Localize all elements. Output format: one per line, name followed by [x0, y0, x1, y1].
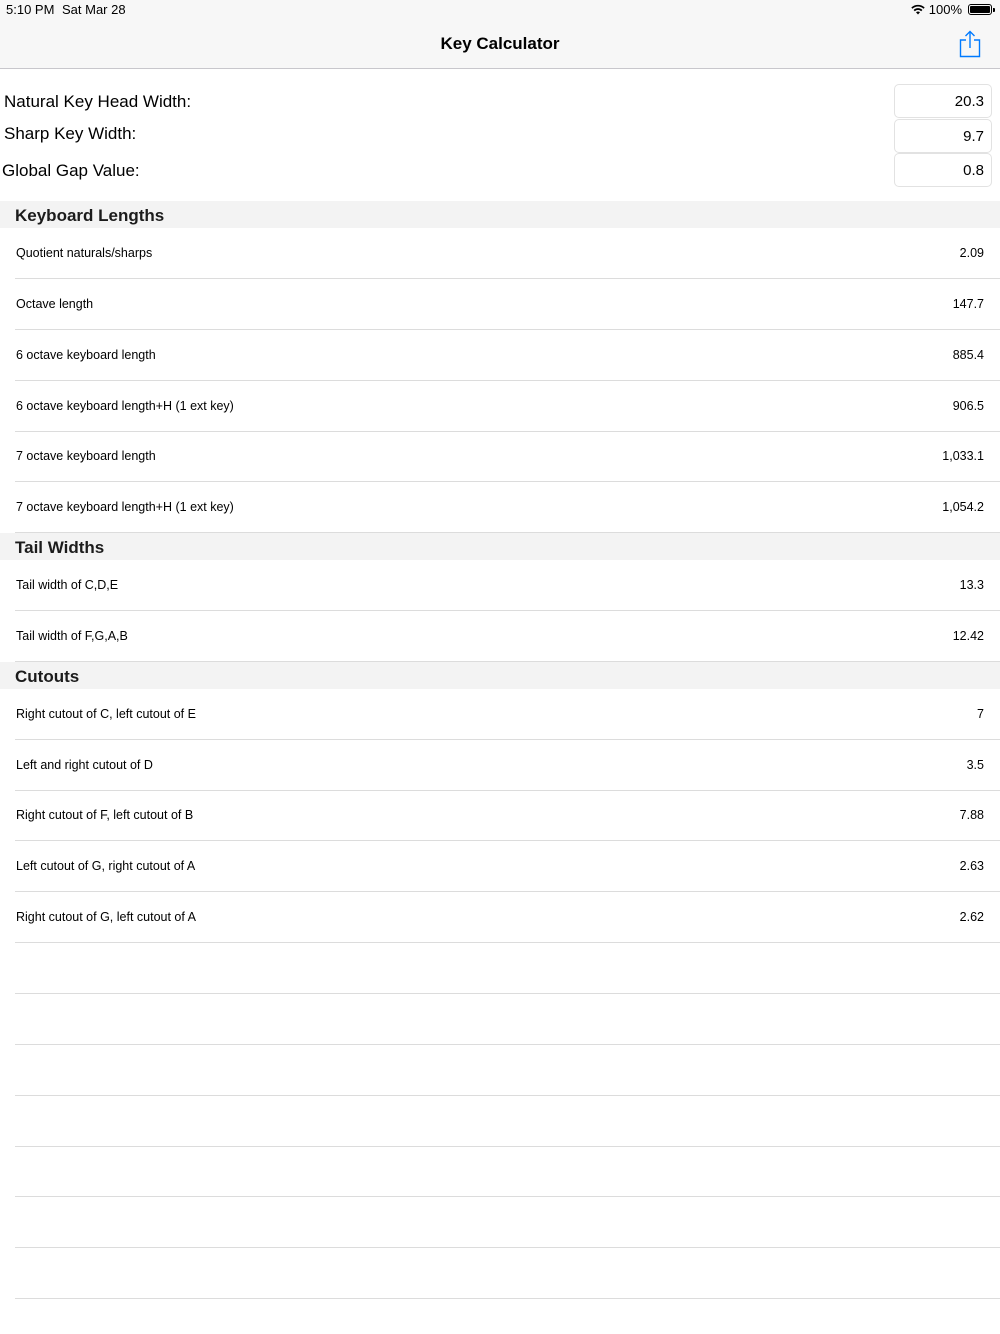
natural-key-head-width-row: [0, 84, 1000, 118]
row-value: 1,033.1: [942, 449, 984, 463]
row-label: Right cutout of C, left cutout of E: [16, 707, 196, 721]
status-time: 5:10 PM: [6, 2, 55, 17]
empty-row-separator: [15, 1146, 1000, 1147]
share-icon[interactable]: [958, 30, 982, 58]
row-value: 3.5: [966, 758, 984, 772]
list-item[interactable]: [0, 892, 1000, 943]
list-item[interactable]: [0, 560, 1000, 611]
natural-key-head-width-label: Natural Key Head Width:: [4, 92, 192, 111]
list-item[interactable]: [0, 689, 1000, 740]
global-gap-value-row: [0, 153, 1000, 187]
natural-key-head-width-field[interactable]: [894, 84, 992, 118]
sharp-key-width-field[interactable]: [894, 119, 992, 153]
section-header-keyboard-lengths: [0, 201, 1000, 228]
row-label: 7 octave keyboard length: [16, 449, 156, 463]
list-item[interactable]: [0, 611, 1000, 662]
section-title: Tail Widths: [15, 538, 105, 557]
page-title: Key Calculator: [440, 34, 560, 53]
wifi-icon: [911, 4, 925, 15]
list-item[interactable]: [0, 279, 1000, 330]
row-value: 2.62: [959, 910, 984, 924]
row-label: Right cutout of G, left cutout of A: [16, 910, 196, 924]
empty-row-separator: [15, 1247, 1000, 1248]
list-item[interactable]: [0, 330, 1000, 381]
row-label: Left and right cutout of D: [16, 758, 153, 772]
row-label: Quotient naturals/sharps: [16, 246, 153, 260]
empty-row-separator: [15, 1298, 1000, 1299]
list-item[interactable]: [0, 740, 1000, 791]
row-value: 2.63: [959, 859, 984, 873]
row-label: 6 octave keyboard length+H (1 ext key): [16, 399, 234, 413]
list-item[interactable]: [0, 431, 1000, 482]
battery-percent: 100%: [928, 2, 962, 17]
row-value: 1,054.2: [942, 500, 984, 514]
navigation-bar: [0, 20, 1000, 69]
section-header-cutouts: [0, 662, 1000, 689]
row-label: Left cutout of G, right cutout of A: [16, 859, 196, 873]
row-value: 7: [977, 707, 984, 721]
status-right: [911, 2, 992, 17]
row-label: Octave length: [16, 297, 94, 311]
empty-row-separator: [15, 993, 1000, 994]
empty-row-separator: [15, 1044, 1000, 1045]
list-item[interactable]: [0, 841, 1000, 892]
empty-row-separator: [15, 1196, 1000, 1197]
row-label: 6 octave keyboard length: [16, 348, 156, 362]
list-item[interactable]: [0, 381, 1000, 432]
sharp-key-width-row: [0, 119, 1000, 153]
global-gap-value-label: Global Gap Value:: [2, 161, 140, 180]
status-bar: [0, 0, 1000, 20]
list-item[interactable]: [0, 482, 1000, 533]
row-value: 13.3: [959, 578, 984, 592]
row-value: 906.5: [952, 399, 984, 413]
list-item[interactable]: [0, 228, 1000, 279]
section-title: Cutouts: [15, 667, 80, 686]
row-label: 7 octave keyboard length+H (1 ext key): [16, 500, 234, 514]
row-label: Tail width of F,G,A,B: [16, 629, 128, 643]
row-value: 885.4: [952, 348, 984, 362]
row-value: 7.88: [959, 808, 984, 822]
section-header-tail-widths: [0, 533, 1000, 560]
row-value: 147.7: [952, 297, 984, 311]
global-gap-value-field[interactable]: [894, 153, 992, 187]
status-date: Sat Mar 28: [62, 2, 126, 17]
list-item[interactable]: [0, 790, 1000, 841]
row-label: Right cutout of F, left cutout of B: [16, 808, 194, 822]
row-value: 12.42: [952, 629, 984, 643]
sharp-key-width-label: Sharp Key Width:: [4, 124, 137, 143]
section-title: Keyboard Lengths: [15, 206, 165, 225]
row-value: 2.09: [959, 246, 984, 260]
empty-row-separator: [15, 1095, 1000, 1096]
row-label: Tail width of C,D,E: [16, 578, 119, 592]
battery-icon: [968, 4, 992, 15]
